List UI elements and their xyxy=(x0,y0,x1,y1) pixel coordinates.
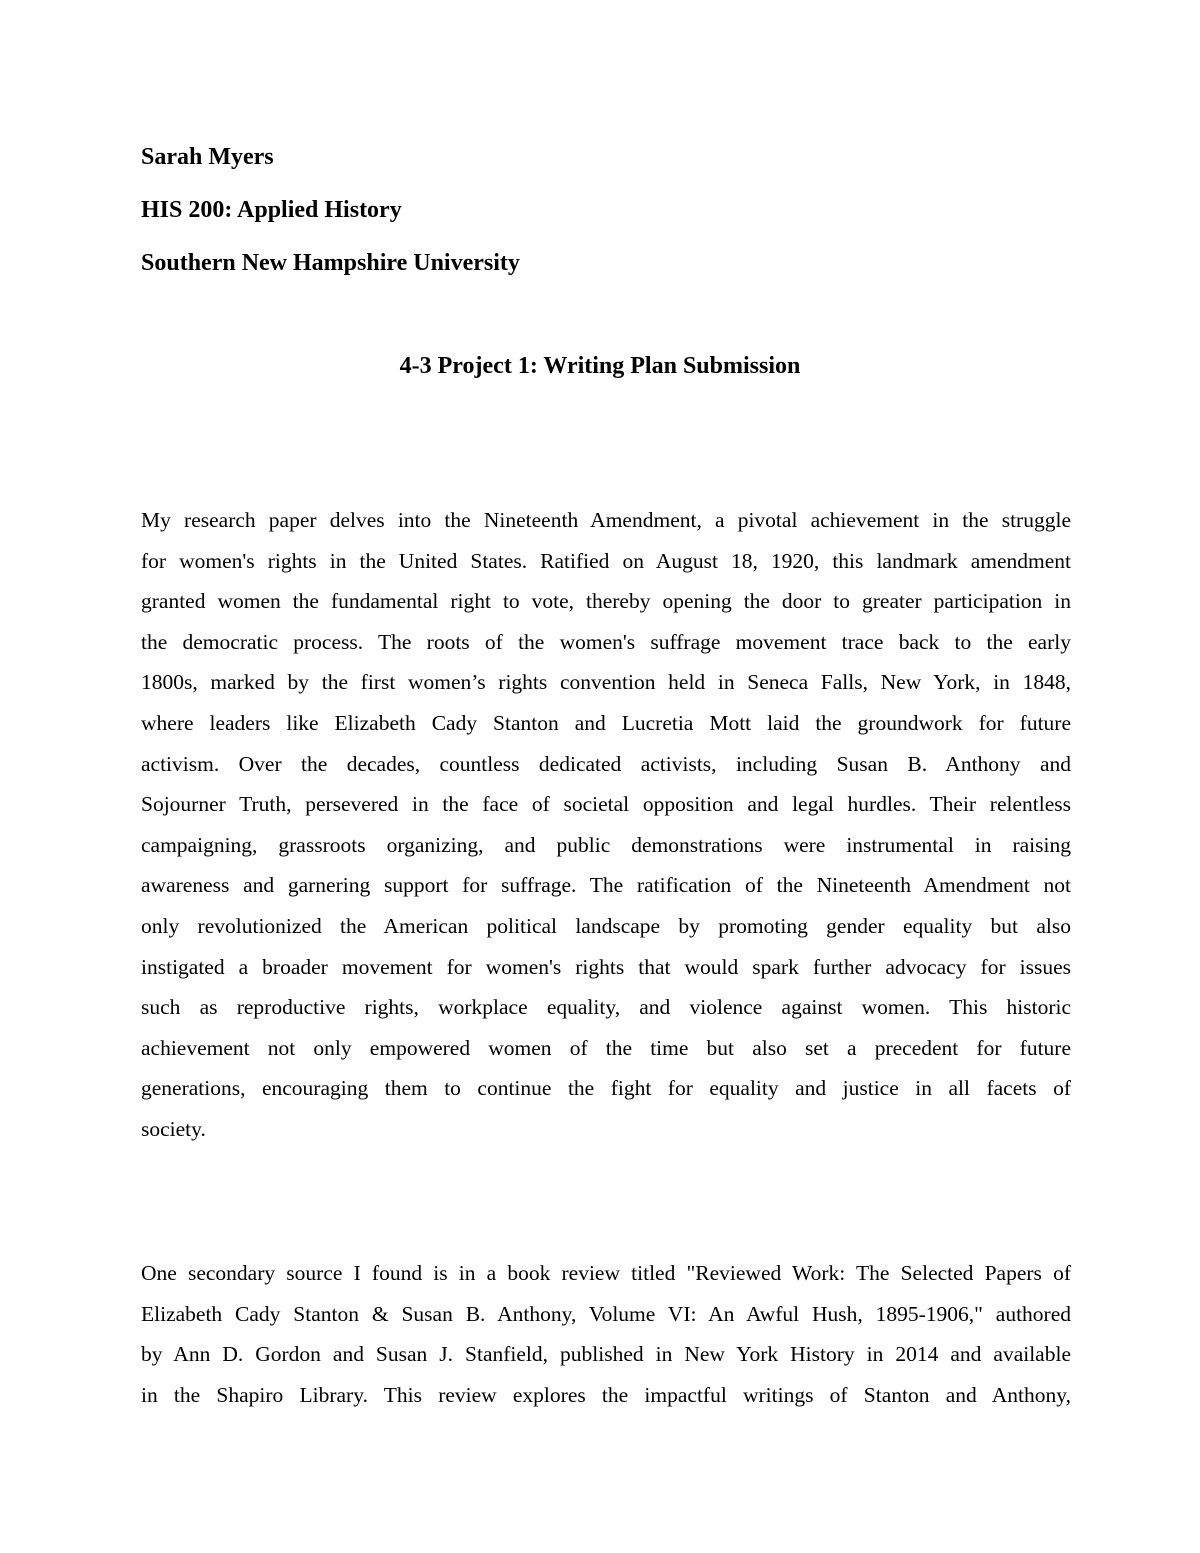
paragraph-line: in the Shapiro Library. This review explores the impactful writings of Stanton and Anthony, xyxy=(141,1382,1071,1407)
paragraph-line: only revolutionized the American political landscape by promoting gender equality but also xyxy=(141,913,1071,938)
body-paragraph-2 xyxy=(141,1253,1071,1415)
paragraph-line: awareness and garnering support for suffrage. The ratification of the Nineteenth Amendment not xyxy=(141,873,1071,898)
paragraph-line: My research paper delves into the Nineteenth Amendment, a pivotal achievement in the struggle xyxy=(141,508,1071,532)
paragraph-line: campaigning, grassroots organizing, and public demonstrations were instrumental in raising xyxy=(141,832,1071,857)
school-name: Southern New Hampshire University xyxy=(141,250,520,276)
course-name: HIS 200: Applied History xyxy=(141,197,402,223)
paragraph-line: 1800s, marked by the first women’s rights convention held in Seneca Falls, New York, in 1848, xyxy=(141,670,1071,695)
paragraph-line: One secondary source I found is in a book review titled "Reviewed Work: The Selected Papers of xyxy=(141,1261,1071,1285)
paragraph-line: such as reproductive rights, workplace equality, and violence against women. This historic xyxy=(141,995,1071,1020)
paragraph-line: by Ann D. Gordon and Susan J. Stanfield, published in New York History in 2014 and available xyxy=(141,1342,1071,1367)
paragraph-line: the democratic process. The roots of the women's suffrage movement trace back to the early xyxy=(141,629,1071,654)
paragraph-line: society. xyxy=(141,1116,206,1141)
paragraph-line: granted women the fundamental right to vote, thereby opening the door to greater participation in xyxy=(141,589,1071,614)
paragraph-line: activism. Over the decades, countless dedicated activists, including Susan B. Anthony and xyxy=(141,751,1071,776)
paragraph-line: achievement not only empowered women of the time but also set a precedent for future xyxy=(141,1035,1071,1060)
paragraph-line: for women's rights in the United States. Ratified on August 18, 1920, this landmark amendment xyxy=(141,548,1071,573)
paragraph-line: where leaders like Elizabeth Cady Stanton and Lucretia Mott laid the groundwork for future xyxy=(141,710,1071,735)
paragraph-line: Sojourner Truth, persevered in the face of societal opposition and legal hurdles. Their relentless xyxy=(141,792,1071,817)
paragraph-line: instigated a broader movement for women's rights that would spark further advocacy for issues xyxy=(141,954,1071,979)
body-paragraph-1 xyxy=(141,500,1071,1150)
author-name: Sarah Myers xyxy=(141,144,274,170)
paragraph-line: Elizabeth Cady Stanton & Susan B. Anthony, Volume VI: An Awful Hush, 1895-1906," authored xyxy=(141,1301,1071,1326)
document-title: 4-3 Project 1: Writing Plan Submission xyxy=(399,353,801,379)
paragraph-line: generations, encouraging them to continue the fight for equality and justice in all facets of xyxy=(141,1076,1071,1101)
